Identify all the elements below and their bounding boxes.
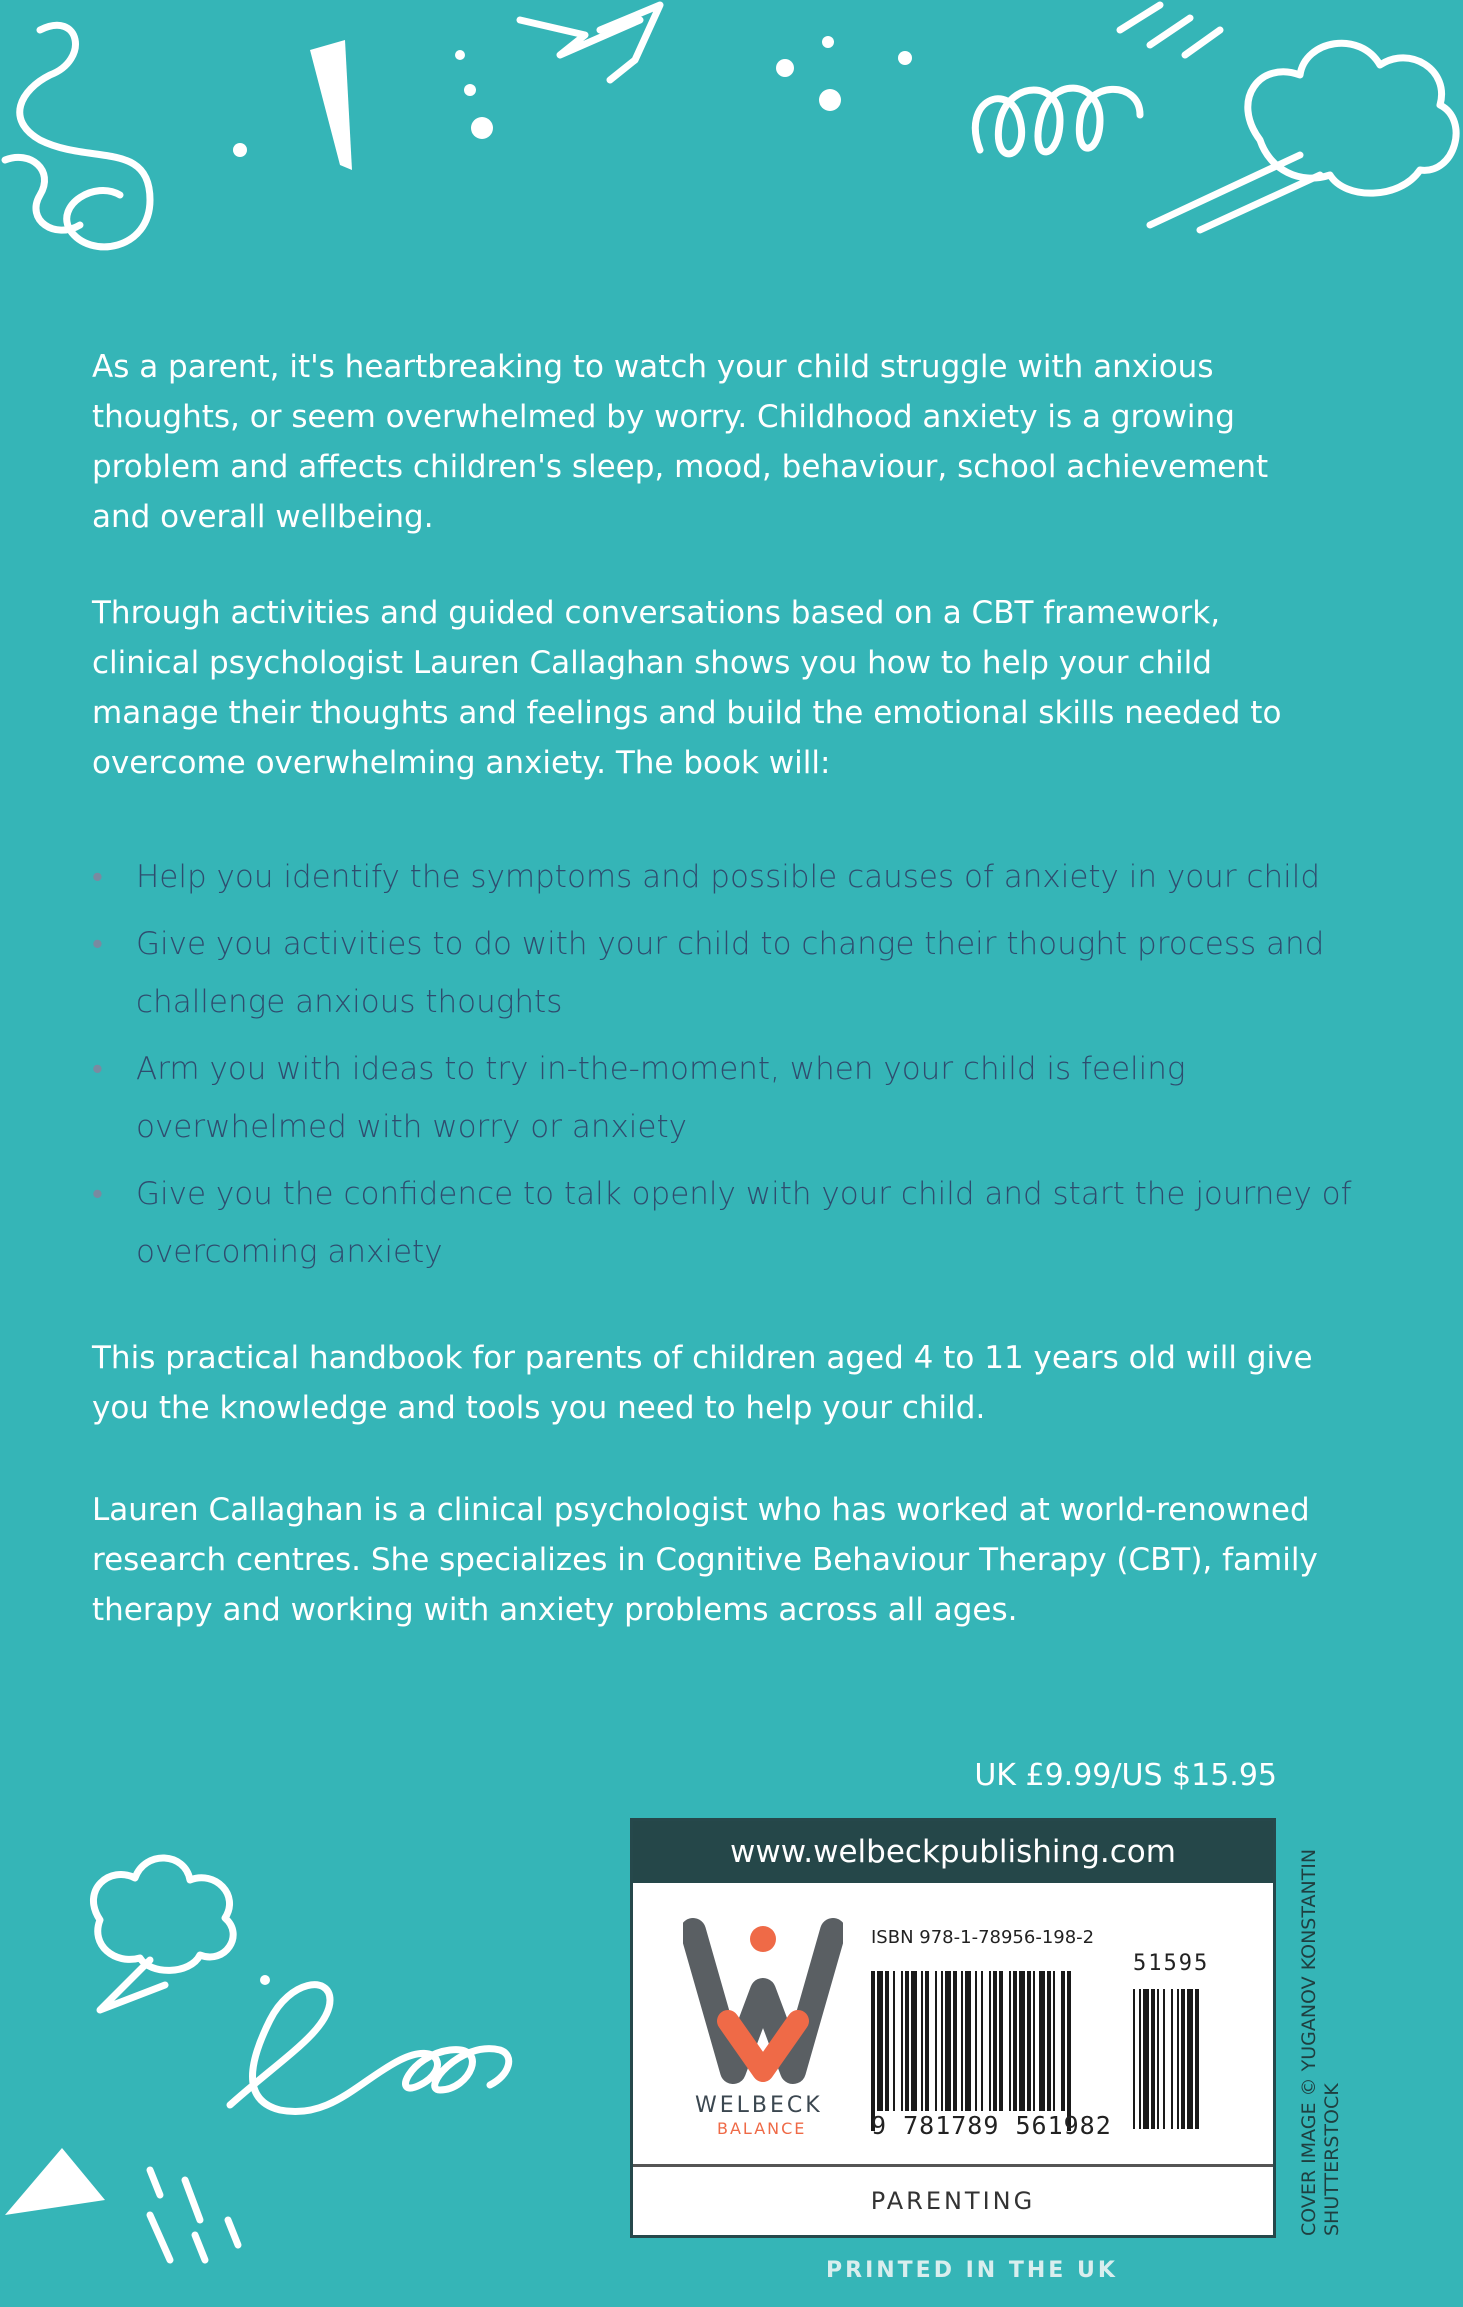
benefits-list <box>92 848 1352 1290</box>
barcode-panel <box>630 1818 1276 2238</box>
author-bio-paragraph: Lauren Callaghan is a clinical psychologist who has worked at world-renowned research centres. She specializes in Cognitive Behaviour Therapy (CBT), family therapy and working with anxiety problems across all ages. <box>92 1492 1318 1628</box>
rain-lines-doodle <box>150 2170 238 2260</box>
slash-lines-doodle <box>1120 5 1220 55</box>
publisher-url[interactable]: www.welbeckpublishing.com <box>633 1821 1273 1883</box>
dot-doodle <box>776 59 794 77</box>
dot-doodle <box>464 84 476 96</box>
squiggle-small-doodle <box>5 157 80 230</box>
credit-line: COVER IMAGE © YUGANOV KONSTANTIN <box>1298 1848 1320 2236</box>
barcode-icon <box>871 1971 1245 2131</box>
cloud-bottom-left-doodle <box>93 1858 233 1970</box>
dot-doodle <box>455 50 465 60</box>
intro-paragraph: As a parent, it's heartbreaking to watch your child struggle with anxious thoughts, or seem overwhelmed by worry. Childhood anxiety is a growing problem and affects children's sleep, mood, behaviour, school achievement and overall wellbeing. <box>92 349 1269 535</box>
squiggle-top-left-doodle <box>20 25 150 247</box>
benefit-item: • Give you the confidence to talk openly with your child and start the journey of overcoming anxiety <box>92 1165 1352 1281</box>
barcode-digits: 9 781789 561982 <box>871 2111 1112 2140</box>
loop-bottom-doodle <box>230 1985 509 2112</box>
tail-bottom-left-doodle <box>100 1960 165 2010</box>
tail-lines-doodle <box>1150 155 1320 230</box>
triangle-doodle <box>5 2148 105 2215</box>
publisher-imprint: BALANCE <box>717 2119 807 2138</box>
bolt-doodle <box>520 20 640 55</box>
benefit-item: • Give you activities to do with your child to change their thought process and challenge anxious thoughts <box>92 915 1352 1031</box>
spiral-top-doodle <box>975 88 1140 154</box>
dot-doodle <box>819 89 841 111</box>
price-label: UK £9.99/US $15.95 <box>974 1758 1277 1793</box>
dot-doodle <box>898 51 912 65</box>
publisher-name: WELBECK <box>695 2093 823 2118</box>
dot-doodle <box>471 117 493 139</box>
cone-doodle <box>310 40 352 170</box>
dot-doodle <box>260 1975 270 1985</box>
benefit-item: • Help you identify the symptoms and possible causes of anxiety in your child <box>92 848 1352 906</box>
isbn-number: ISBN 978-1-78956-198-2 <box>871 1927 1095 1948</box>
category-label: PARENTING <box>633 2164 1273 2235</box>
credit-line: SHUTTERSTOCK <box>1321 2083 1343 2236</box>
price-code: 51595 <box>1133 1951 1210 1976</box>
dot-doodle <box>822 36 834 48</box>
handbook-paragraph: This practical handbook for parents of children aged 4 to 11 years old will give you the knowledge and tools you need to help your child. <box>92 1340 1313 1426</box>
printed-in-label: PRINTED IN THE UK <box>826 2258 1118 2283</box>
welbeck-logo-icon <box>683 1901 843 2091</box>
benefit-item: • Arm you with ideas to try in-the-moment, when your child is feeling overwhelmed with worry or anxiety <box>92 1040 1352 1156</box>
dot-doodle <box>233 143 247 157</box>
cover-credit <box>1298 1849 1344 2236</box>
bolt-doodle-2 <box>600 5 660 80</box>
approach-paragraph: Through activities and guided conversations based on a CBT framework, clinical psychologist Lauren Callaghan shows you how to help your child manage their thoughts and feelings and build the emotional skills needed to overcome overwhelming anxiety. The book will: <box>92 595 1282 781</box>
cloud-top-right-doodle <box>1248 43 1456 193</box>
